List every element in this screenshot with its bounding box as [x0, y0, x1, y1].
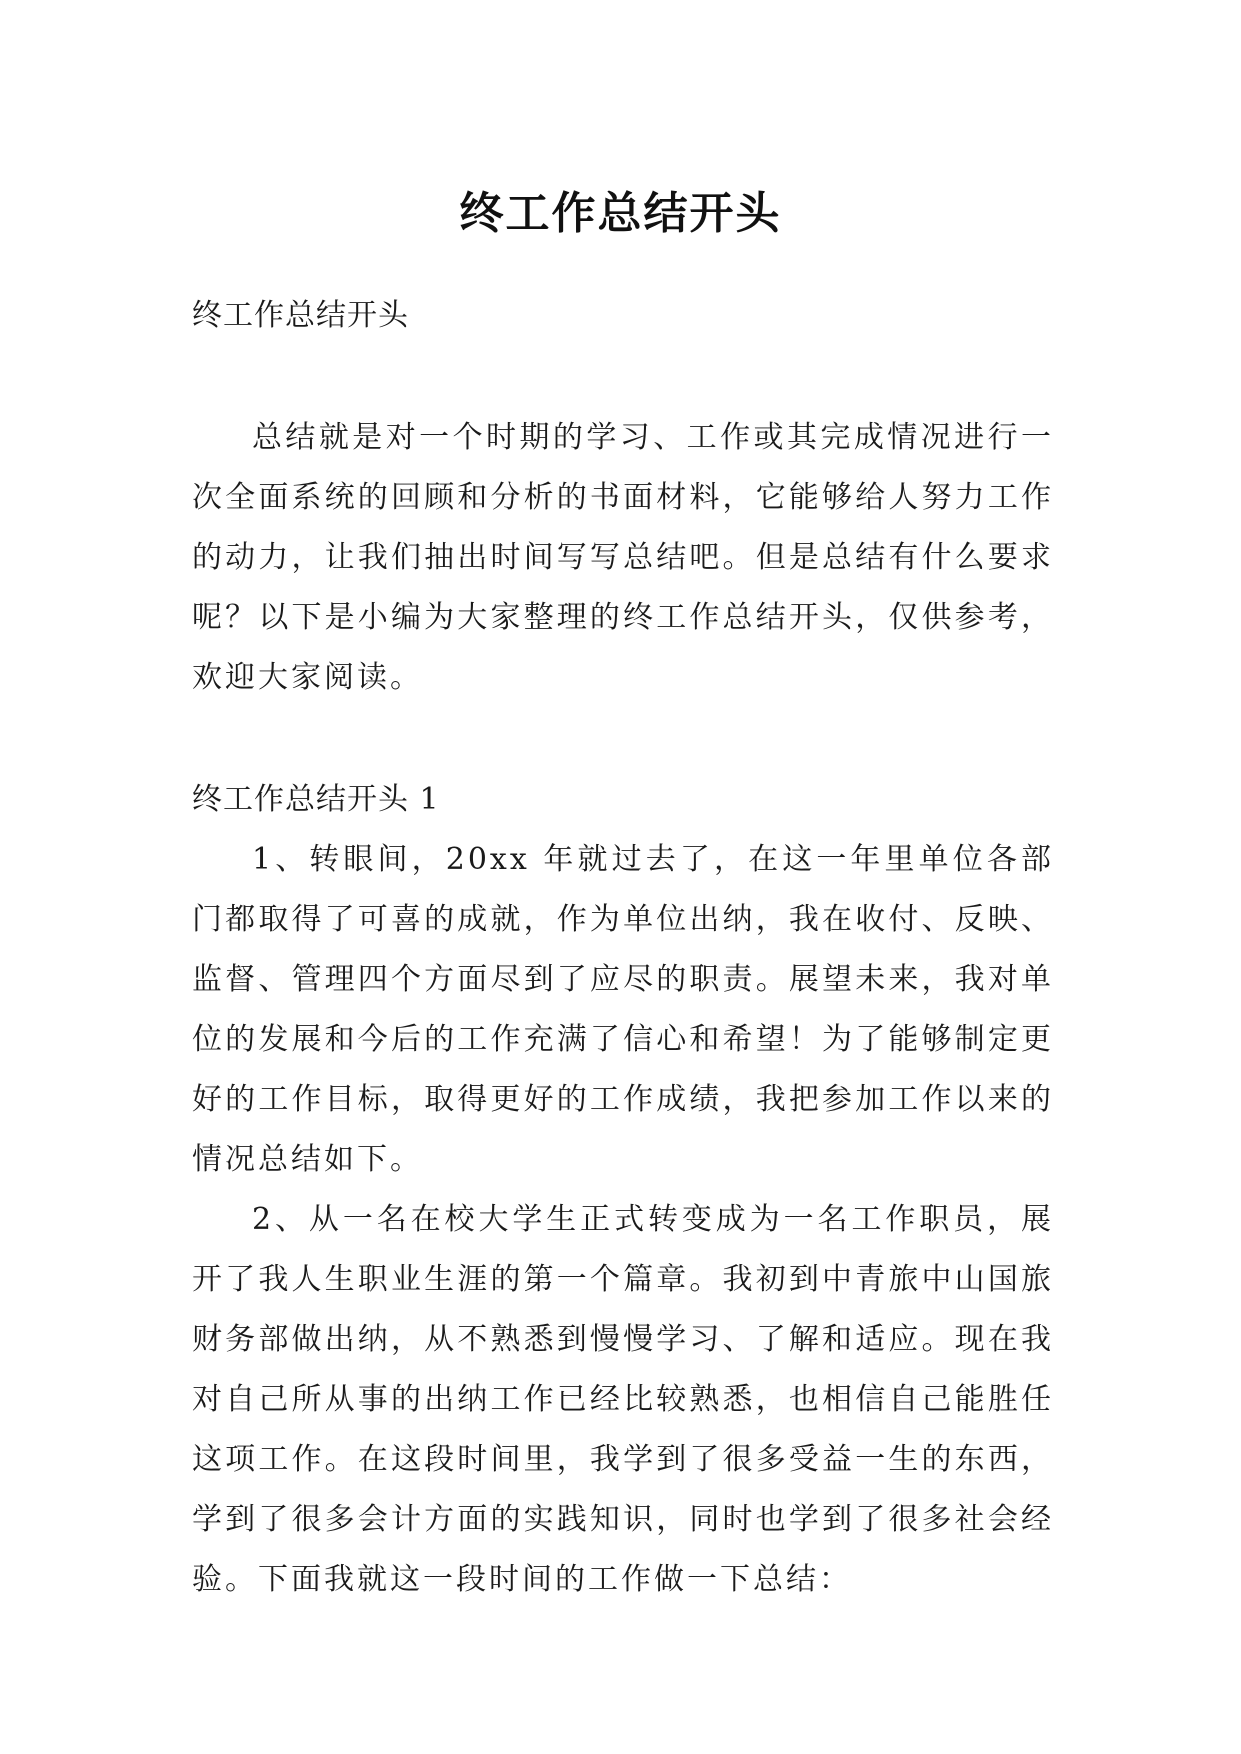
spacer — [192, 346, 1054, 408]
document-title: 终工作总结开头 — [459, 188, 782, 240]
section-paragraph-2: 2、从一名在校大学生正式转变成为一名工作职员，展开了我人生职业生涯的第一个篇章。我初到中青旅中山国旅财务部做出纳，从不熟悉到慢慢学习、了解和适应。现在我对自己所从事的出纳工作已经比较熟悉，也相信自己能胜任这项工作。在这段时间里，我学到了很多受益一生的东西，学到了很多会计方面的实践知识，同时也学到了很多社会经验。下面我就这一段时间的工作做一下总结： — [192, 1202, 1054, 1597]
section-heading: 终工作总结开头 1 — [192, 782, 440, 817]
subtitle-heading: 终工作总结开头 — [192, 298, 409, 333]
spacer — [192, 708, 1054, 770]
section-paragraph-1: 1、转眼间，20xx 年就过去了，在这一年里单位各部门都取得了可喜的成就，作为单位出纳，我在收付、反映、监督、管理四个方面尽到了应尽的职责。展望未来，我对单位的发展和今后的工作充满了信心和希望！为了能够制定更好的工作目标，取得更好的工作成绩，我把参加工作以来的情况总结如下。 — [192, 842, 1054, 1177]
intro-paragraph: 总结就是对一个时期的学习、工作或其完成情况进行一次全面系统的回顾和分析的书面材料，它能够给人努力工作的动力，让我们抽出时间写写总结吧。但是总结有什么要求呢？以下是小编为大家整理的终工作总结开头，仅供参考，欢迎大家阅读。 — [192, 420, 1054, 695]
document-body — [192, 286, 1054, 1610]
